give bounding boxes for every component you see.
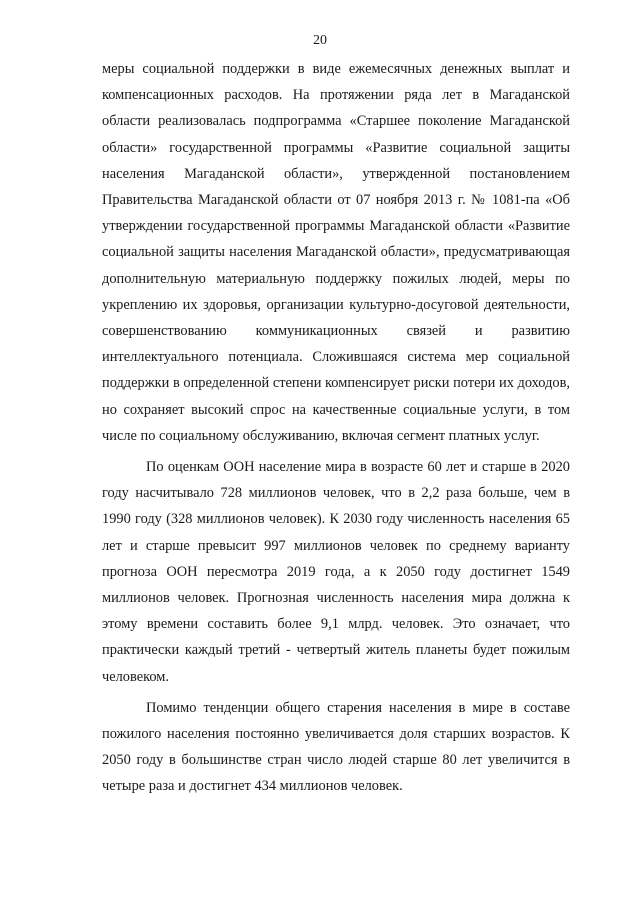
document-body (102, 56, 570, 800)
paragraph-un-estimates: По оценкам ООН население мира в возрасте 60 лет и старше в 2020 году насчитывало 728 миллионов человек, что в 2,2 раза больше, чем в 1990 году (328 миллионов человек). К 2030 году численность населения 65 лет и старше превысит 997 миллионов человек по среднему варианту прогноза ООН пересмотра 2019 года, а к 2050 году достигнет 1549 миллионов человек. Прогнозная численность населения мира должна к этому времени составить более 9,1 млрд. человек. Это означает, что практически каждый третий - четвертый житель планеты будет пожилым человеком. (102, 459, 570, 685)
paragraph-social-support: меры социальной поддержки в виде ежемесячных денежных выплат и компенсационных расходов. На протяжении ряда лет в Магаданской области реализовалась подпрограмма «Старшее поколение Магаданской области» государственной программы «Развитие социальной защиты населения Магаданской области», утвержденной постановлением Правительства Магаданской области от 07 ноября 2013 г. № 1081-па «Об утверждении государственной программы Магаданской области «Развитие социальной защиты населения Магаданской области», предусматривающая дополнительную материальную поддержку пожилых людей, меры по укреплению их здоровья, организации культурно-досуговой деятельности, совершенствованию коммуникационных связей и развитию интеллектуального потенциала. Сложившаяся система мер социальной поддержки в определенной степени компенсирует риски потери их доходов, но сохраняет высокий спрос на качественные социальные услуги, в том числе по социальному обслуживанию, включая сегмент платных услуг. (102, 61, 570, 444)
paragraph-aging-trend: Помимо тенденции общего старения населения в мире в составе пожилого населения постоянно увеличивается доля старших возрастов. К 2050 году в большинстве стран число людей старше 80 лет увеличится в четыре раза и достигнет 434 миллионов человек. (102, 699, 570, 795)
page-number: 20 (313, 33, 327, 48)
